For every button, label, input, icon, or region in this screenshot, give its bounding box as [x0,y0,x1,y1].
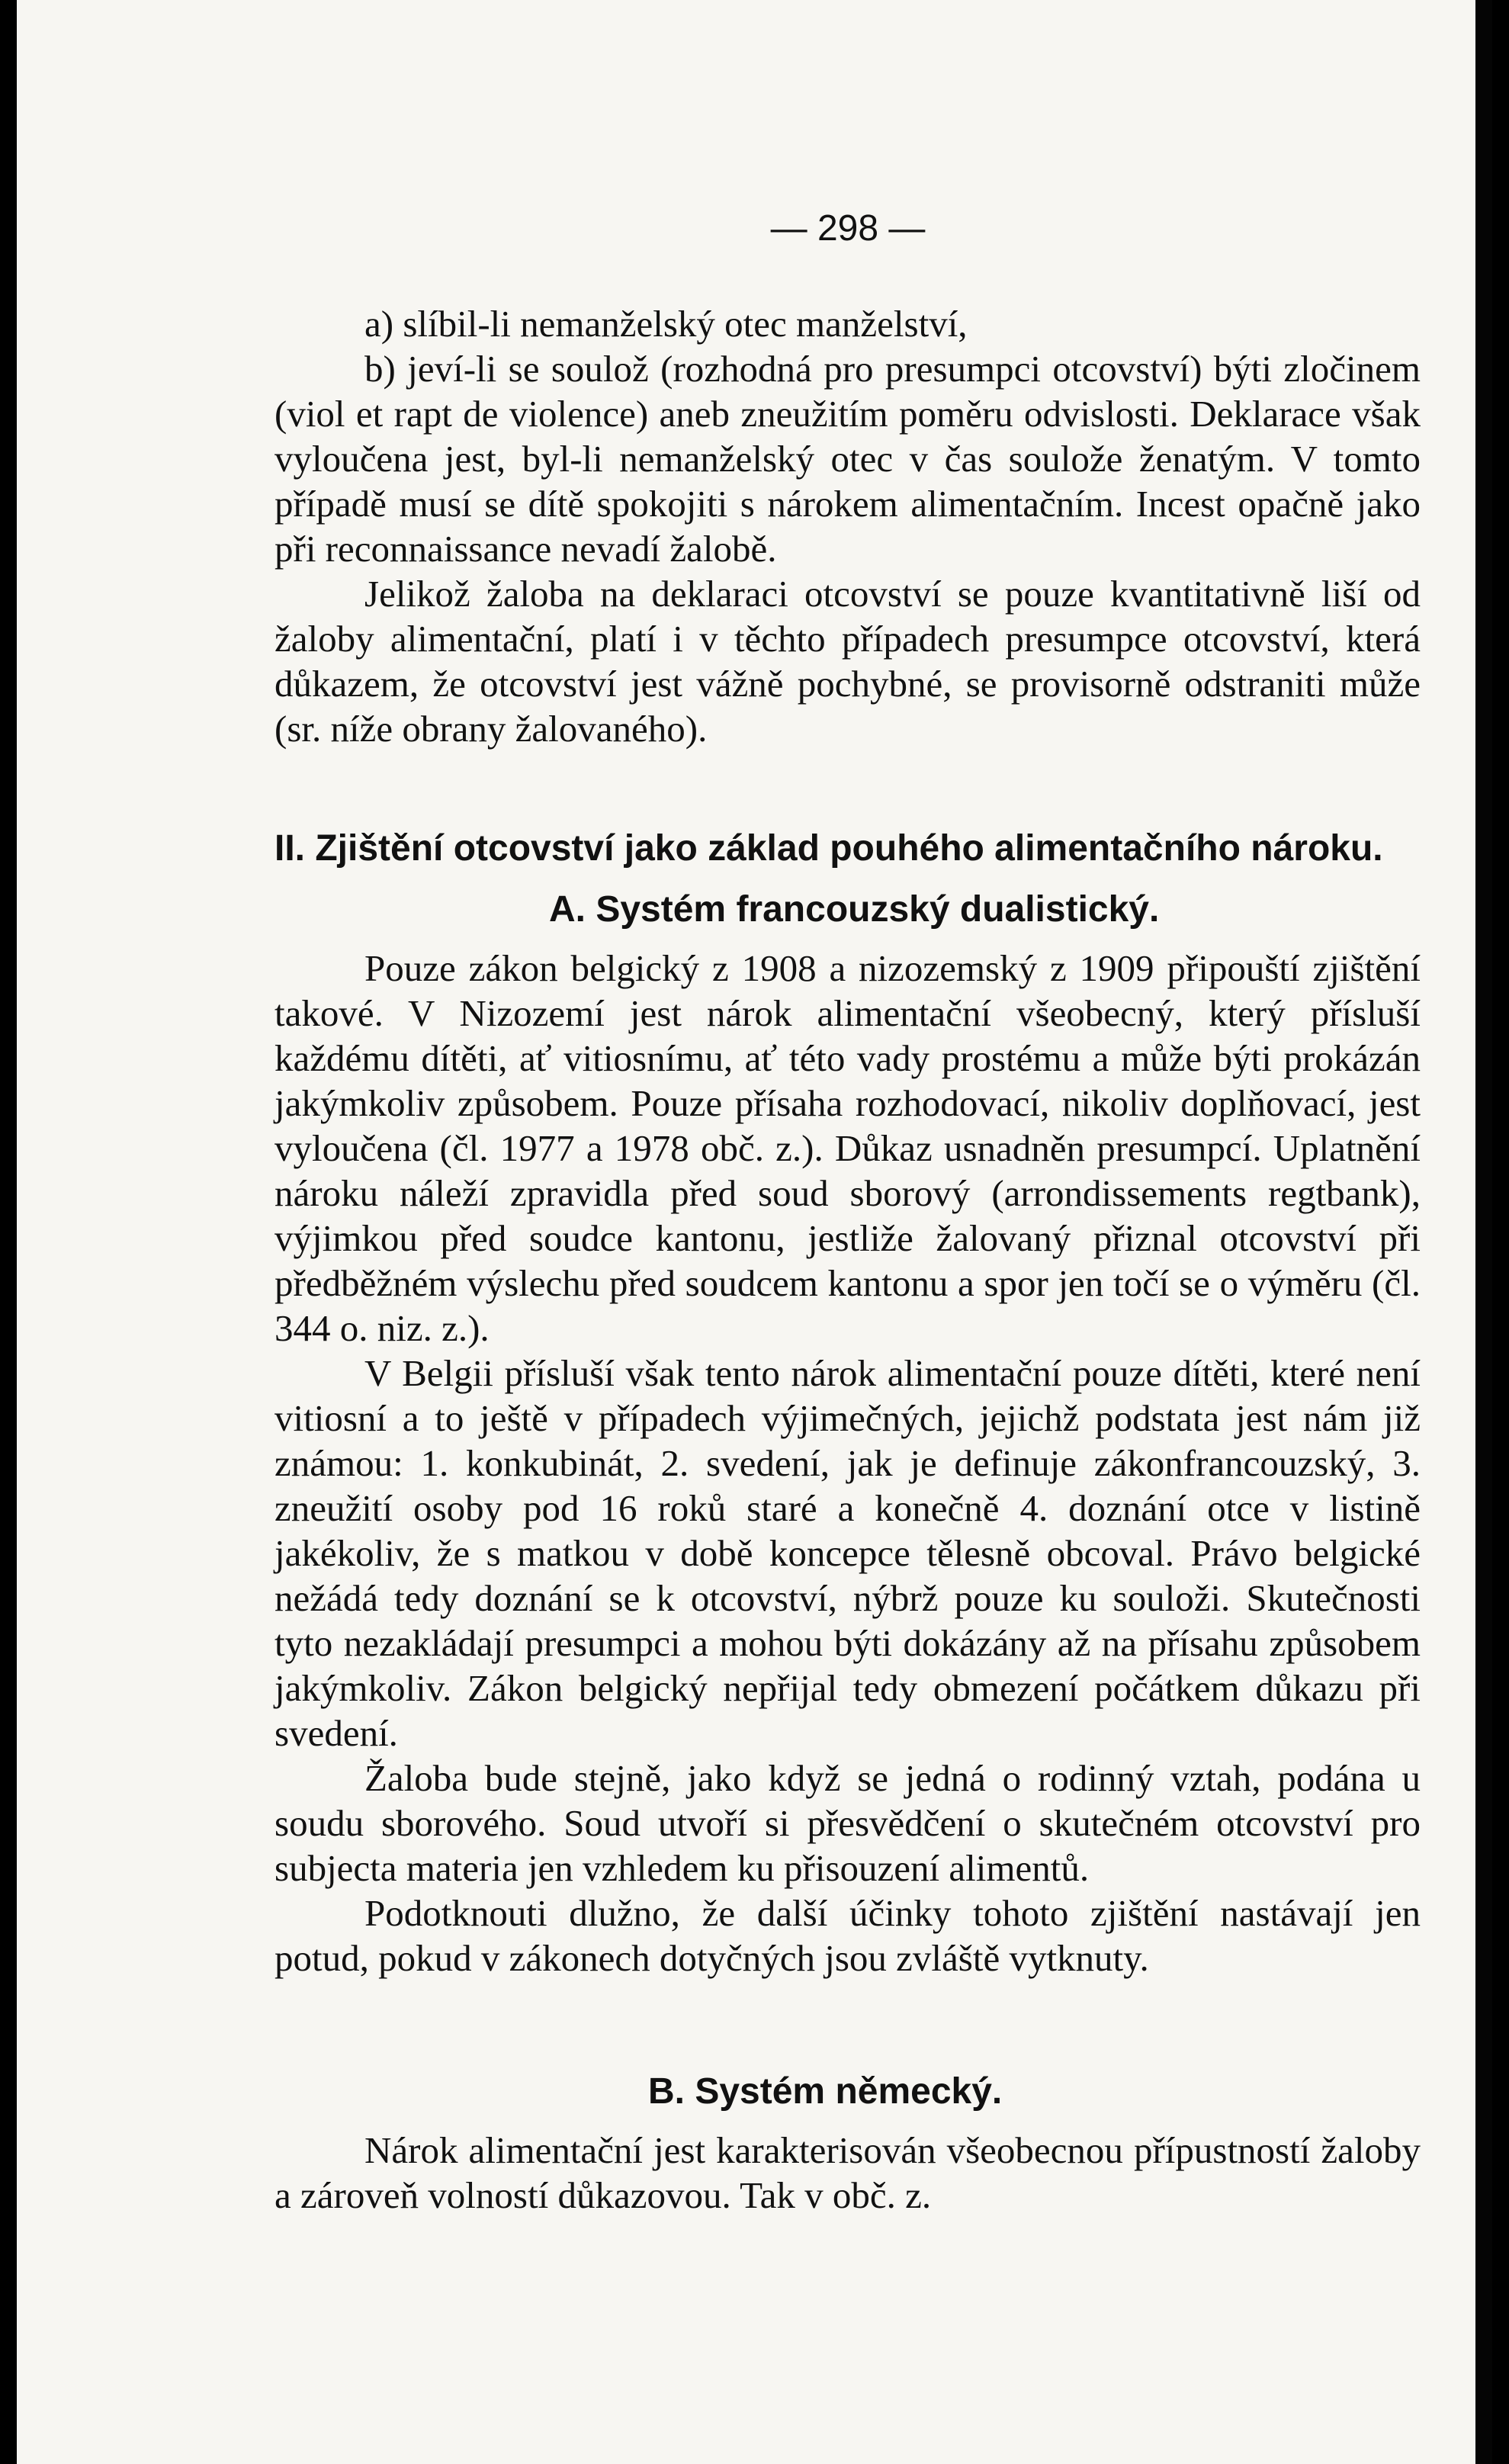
item-b: b) jeví-li se soulož (rozhodná pro presumpci otcovství) býti zločinem (viol et rapt de violence) aneb zneužitím poměru odvislosti. Deklarace však vyloučena jest, byl-li nemanželský otec v čas soulože ženatým. V tomto případě musí se dítě spokojiti s nárokem alimentačním. Incest opačně jako při reconnaissance nevadí žalobě. [275,348,1421,570]
section-a-paragraph-3: Žaloba bude stejně, jako když se jedná o rodinný vztah, podána u soudu sborového. Soud utvoří si přesvědčení o skutečném otcovství pro subjecta materia jen vzhledem ku přisouzení alimentů. [275,1757,1421,1889]
section-a-paragraph-4: Podotknouti dlužno, že další účinky tohoto zjištění nastávají jen potud, pokud v zákonech dotyčných jsou zvláště vytknuty. [275,1892,1421,1979]
intro-section [275,301,1421,751]
heading-ii: II. Zjištění otcovství jako základ pouhého alimentačního nároku. [275,828,1383,869]
page-number: — 298 — [770,208,926,249]
section-b-paragraph-1: Nárok alimentační jest karakterisován všeobecnou přípustností žaloby a zároveň volností důkazovou. Tak v obč. z. [275,2129,1421,2216]
item-a: a) slíbil-li nemanželský otec manželství, [364,303,968,345]
section-a [275,946,1421,1981]
section-a-paragraph-2: V Belgii přísluší však tento nárok alimentační pouze dítěti, které není vitiosní a to ještě v případech výjimečných, jejichž podstata jest nám již známou: 1. konkubinát, 2. svedení, jak je definuje zákonfrancouzský, 3. zneužití osoby pod 16 roků staré a konečně 4. doznání otce v listině jakékoliv, že s matkou v době koncepce tělesně obcoval. Právo belgické nežádá tedy doznání se k otcovství, nýbrž pouze ku souloži. Skutečnosti tyto nezakládají presumpci a mohou býti dokázány až na přísahu způsobem jakýmkoliv. Zákon belgický nepřijal tedy obmezení počátkem důkazu při svedení. [275,1352,1421,1754]
section-b [275,2128,1421,2218]
paragraph-jelikoz: Jelikož žaloba na deklaraci otcovství se pouze kvantitativně liší od žaloby alimentační, platí i v těchto případech presumpce otcovství, která důkazem, že otcovství jest vážně pochybné, se provisorně odstraniti může (sr. níže obrany žalovaného). [275,573,1421,750]
heading-a: A. Systém francouzský dualistický. [549,889,1160,930]
document-page [17,0,1492,2464]
section-a-paragraph-1: Pouze zákon belgický z 1908 a nizozemský z 1909 připouští zjištění takové. V Nizozemí jest nárok alimentační všeobecný, který přísluší každému dítěti, ať vitiosnímu, ať této vady prostému a může býti prokázán jakýmkoliv způsobem. Pouze přísaha rozhodovací, nikoliv doplňovací, jest vyloučena (čl. 1977 a 1978 obč. z.). Důkaz usnadněn presumpcí. Uplatnění nároku náleží zpravidla před soud sborový (arrondissements regtbank), výjimkou před soudce kantonu, jestliže žalovaný přiznal otcovství při předběžném výslechu před soudcem kantonu a spor jen točí se o výměru (čl. 344 o. niz. z.). [275,947,1421,1349]
heading-b: B. Systém německý. [648,2071,1003,2112]
scan-edge [1475,0,1492,2464]
